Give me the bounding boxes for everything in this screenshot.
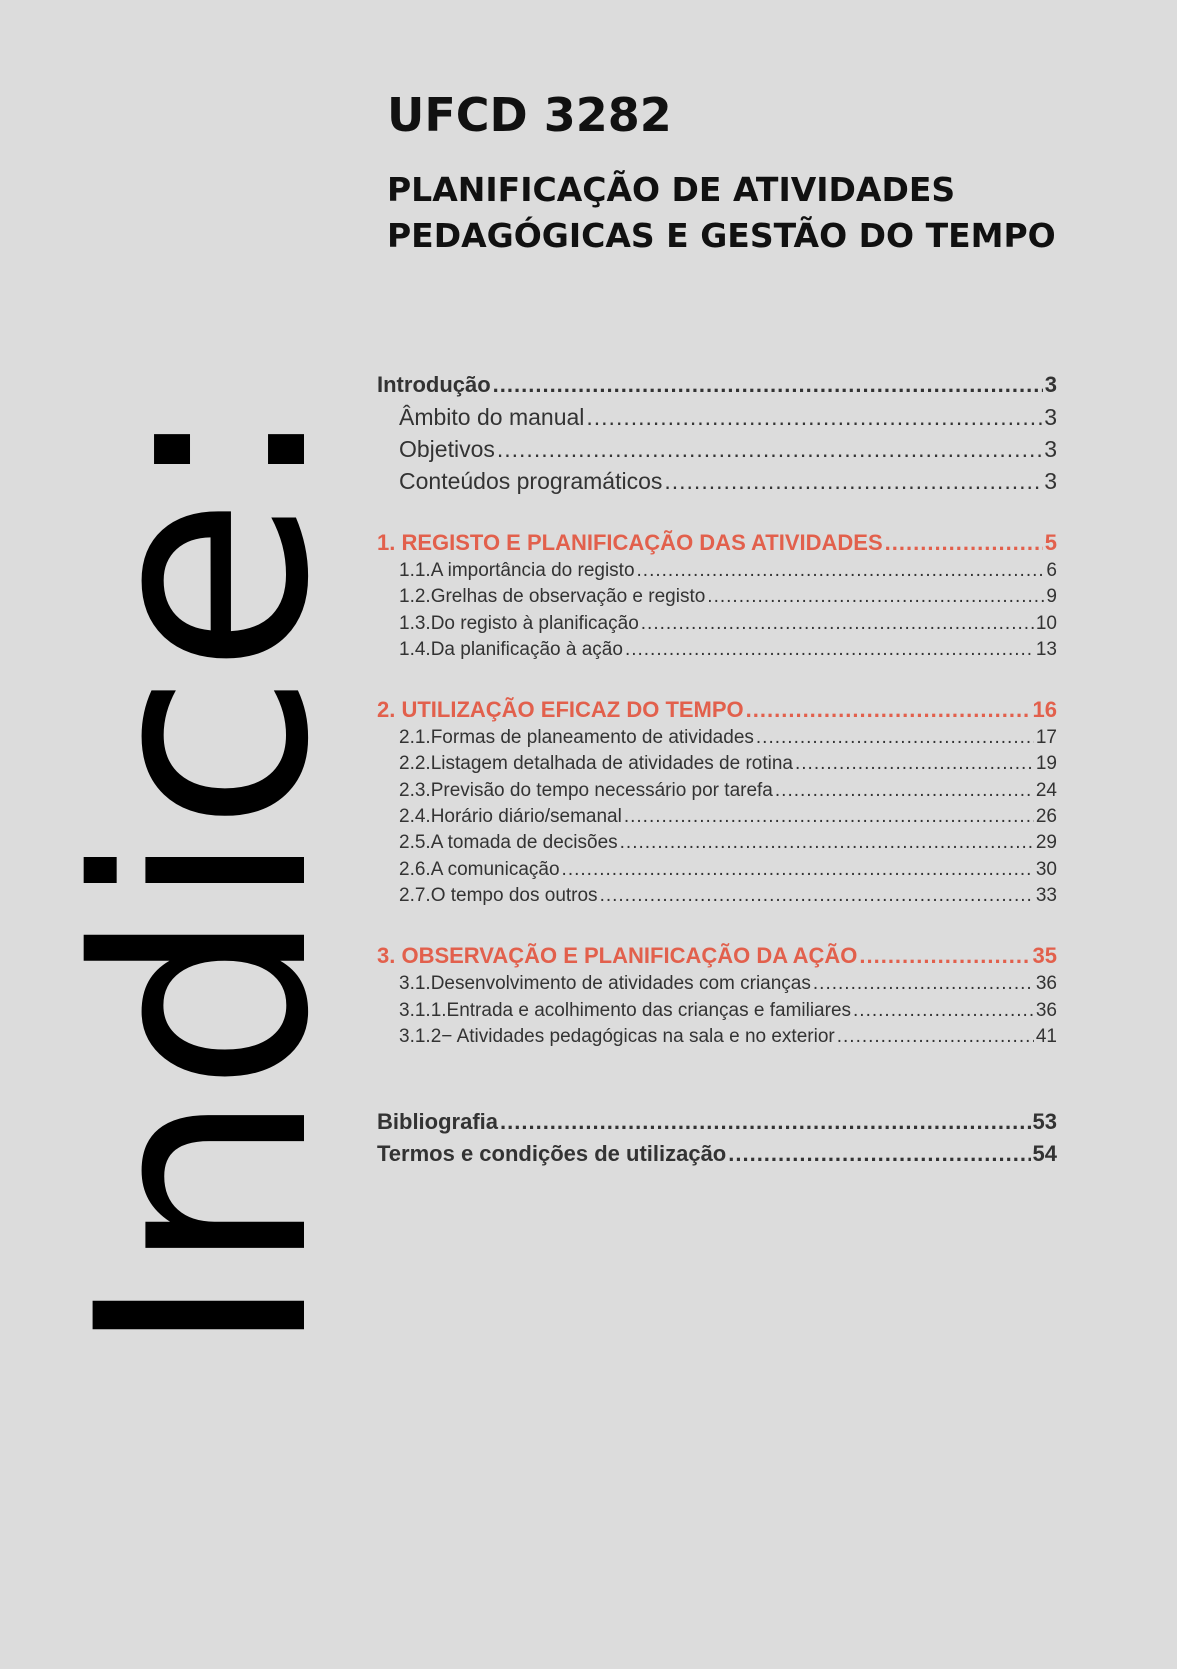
toc-entry[interactable]: 1.3.Do registo à planificação ..... 10 xyxy=(377,613,1057,639)
toc-entry[interactable]: 3.1.Desenvolvimento de atividades com crianças ..... 36 xyxy=(377,973,1057,999)
toc-entry[interactable]: 1.2.Grelhas de observação e registo ..... 9 xyxy=(377,586,1057,612)
toc-entry-bibliografia[interactable]: Bibliografia ..... 53 xyxy=(377,1109,1057,1141)
toc-entry[interactable]: 3.1.2− Atividades pedagógicas na sala e no exterior ..... 41 xyxy=(377,1026,1057,1052)
document-header xyxy=(387,85,1056,259)
toc-entry[interactable]: 2.2.Listagem detalhada de atividades de rotina ..... 19 xyxy=(377,753,1057,779)
subtitle-line-2: PEDAGÓGICAS E GESTÃO DO TEMPO xyxy=(387,216,1056,255)
course-code: UFCD 3282 xyxy=(387,88,672,142)
toc-entry[interactable]: 2.6.A comunicação ..... 30 xyxy=(377,859,1057,885)
toc-entry[interactable]: 2.7.O tempo dos outros ..... 33 xyxy=(377,885,1057,911)
toc-entry[interactable]: 2.3.Previsão do tempo necessário por tarefa ..... 24 xyxy=(377,780,1057,806)
toc-entry[interactable]: Objetivos ..... 3 xyxy=(377,436,1057,468)
toc-entry-introducao[interactable]: Introdução ..... 3 xyxy=(377,372,1057,404)
toc-entry-termos[interactable]: Termos e condições de utilização ..... 54 xyxy=(377,1141,1057,1173)
toc-entry[interactable]: 2.4.Horário diário/semanal ..... 26 xyxy=(377,806,1057,832)
toc-entry[interactable]: 2.1.Formas de planeamento de atividades ..... 17 xyxy=(377,727,1057,753)
toc-entry[interactable]: 3.1.1.Entrada e acolhimento das crianças e familiares ..... 36 xyxy=(377,1000,1057,1026)
toc-chapter-3[interactable]: 3. OBSERVAÇÃO E PLANIFICAÇÃO DA AÇÃO ..... 35 xyxy=(377,943,1057,973)
table-of-contents xyxy=(377,372,1057,1173)
toc-entry[interactable]: Conteúdos programáticos ..... 3 xyxy=(377,468,1057,500)
toc-entry[interactable]: Âmbito do manual ..... 3 xyxy=(377,404,1057,436)
vertical-title: Indice: xyxy=(36,402,373,1358)
toc-entry[interactable]: 1.4.Da planificação à ação ..... 13 xyxy=(377,639,1057,665)
toc-entry[interactable]: 2.5.A tomada de decisões ..... 29 xyxy=(377,832,1057,858)
toc-chapter-2[interactable]: 2. UTILIZAÇÃO EFICAZ DO TEMPO ..... 16 xyxy=(377,697,1057,727)
toc-chapter-1[interactable]: 1. REGISTO E PLANIFICAÇÃO DAS ATIVIDADES ..... 5 xyxy=(377,530,1057,560)
subtitle-line-1: PLANIFICAÇÃO DE ATIVIDADES xyxy=(387,170,956,209)
toc-entry[interactable]: 1.1.A importância do registo ..... 6 xyxy=(377,560,1057,586)
